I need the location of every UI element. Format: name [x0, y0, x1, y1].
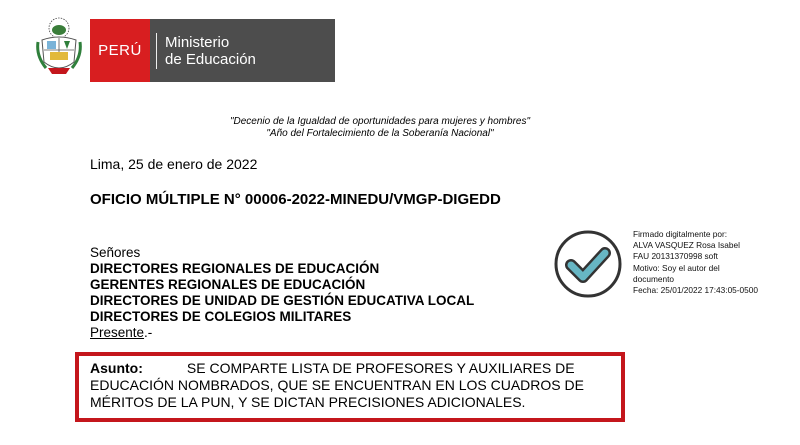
- document-title: OFICIO MÚLTIPLE N° 00006-2022-MINEDU/VMGP-DIGEDD: [90, 191, 501, 208]
- decenio-heading: [0, 116, 760, 140]
- presente-word: Presente: [90, 325, 145, 340]
- addressee-line: GERENTES REGIONALES DE EDUCACIÓN: [90, 277, 366, 292]
- addressee-line: DIRECTORES REGIONALES DE EDUCACIÓN: [90, 261, 380, 276]
- addressee-line: DIRECTORES DE COLEGIOS MILITARES: [90, 309, 352, 324]
- signature-line: Firmado digitalmente por:: [633, 229, 728, 239]
- asunto-block: [90, 360, 630, 411]
- presente-line: [90, 325, 474, 341]
- signature-line: Fecha: 25/01/2022 17:43:05-0500: [633, 285, 759, 296]
- place-date: Lima, 25 de enero de 2022: [90, 156, 258, 172]
- logo-divider: [156, 33, 157, 69]
- asunto-line-1: [90, 360, 630, 377]
- signature-line: documento: [633, 273, 675, 284]
- asunto-text-2: EDUCACIÓN NOMBRADOS, QUE SE ENCUENTRAN EN LOS CUADROS DE: [90, 377, 584, 393]
- ministry-line-2: de Educación: [165, 50, 256, 68]
- signature-line: Motivo: Soy el autor del: [633, 262, 720, 273]
- signature-line: ALVA VASQUEZ Rosa Isabel: [633, 240, 740, 251]
- digital-signature-text: [633, 229, 798, 296]
- presente-suffix: .-: [144, 325, 153, 340]
- ministry-logo: [90, 19, 335, 82]
- asunto-label: Asunto:: [90, 360, 143, 376]
- coat-of-arms-seal-icon: [36, 16, 82, 76]
- asunto-text-3: MÉRITOS DE LA PUN, Y SE DICTAN PRECISIONES ADICIONALES.: [90, 394, 526, 410]
- addressee-block: [90, 245, 474, 341]
- salutation: Señores: [90, 245, 141, 260]
- ministry-label-block: [150, 19, 335, 82]
- signature-line: FAU 20131370998 soft: [633, 251, 718, 262]
- ministry-line-1: Ministerio: [165, 33, 230, 51]
- addressee-line: DIRECTORES DE UNIDAD DE GESTIÓN EDUCATIVA LOCAL: [90, 293, 475, 308]
- asunto-text-1: SE COMPARTE LISTA DE PROFESORES Y AUXILIARES DE: [186, 360, 575, 376]
- decenio-line-1: "Decenio de la Igualdad de oportunidades para mujeres y hombres": [229, 116, 531, 127]
- ministry-name: [165, 34, 256, 68]
- decenio-line-2: "Año del Fortalecimiento de la Soberanía Nacional": [266, 128, 494, 139]
- digital-signature-check-icon: [553, 229, 623, 299]
- country-label: PERÚ: [90, 19, 150, 82]
